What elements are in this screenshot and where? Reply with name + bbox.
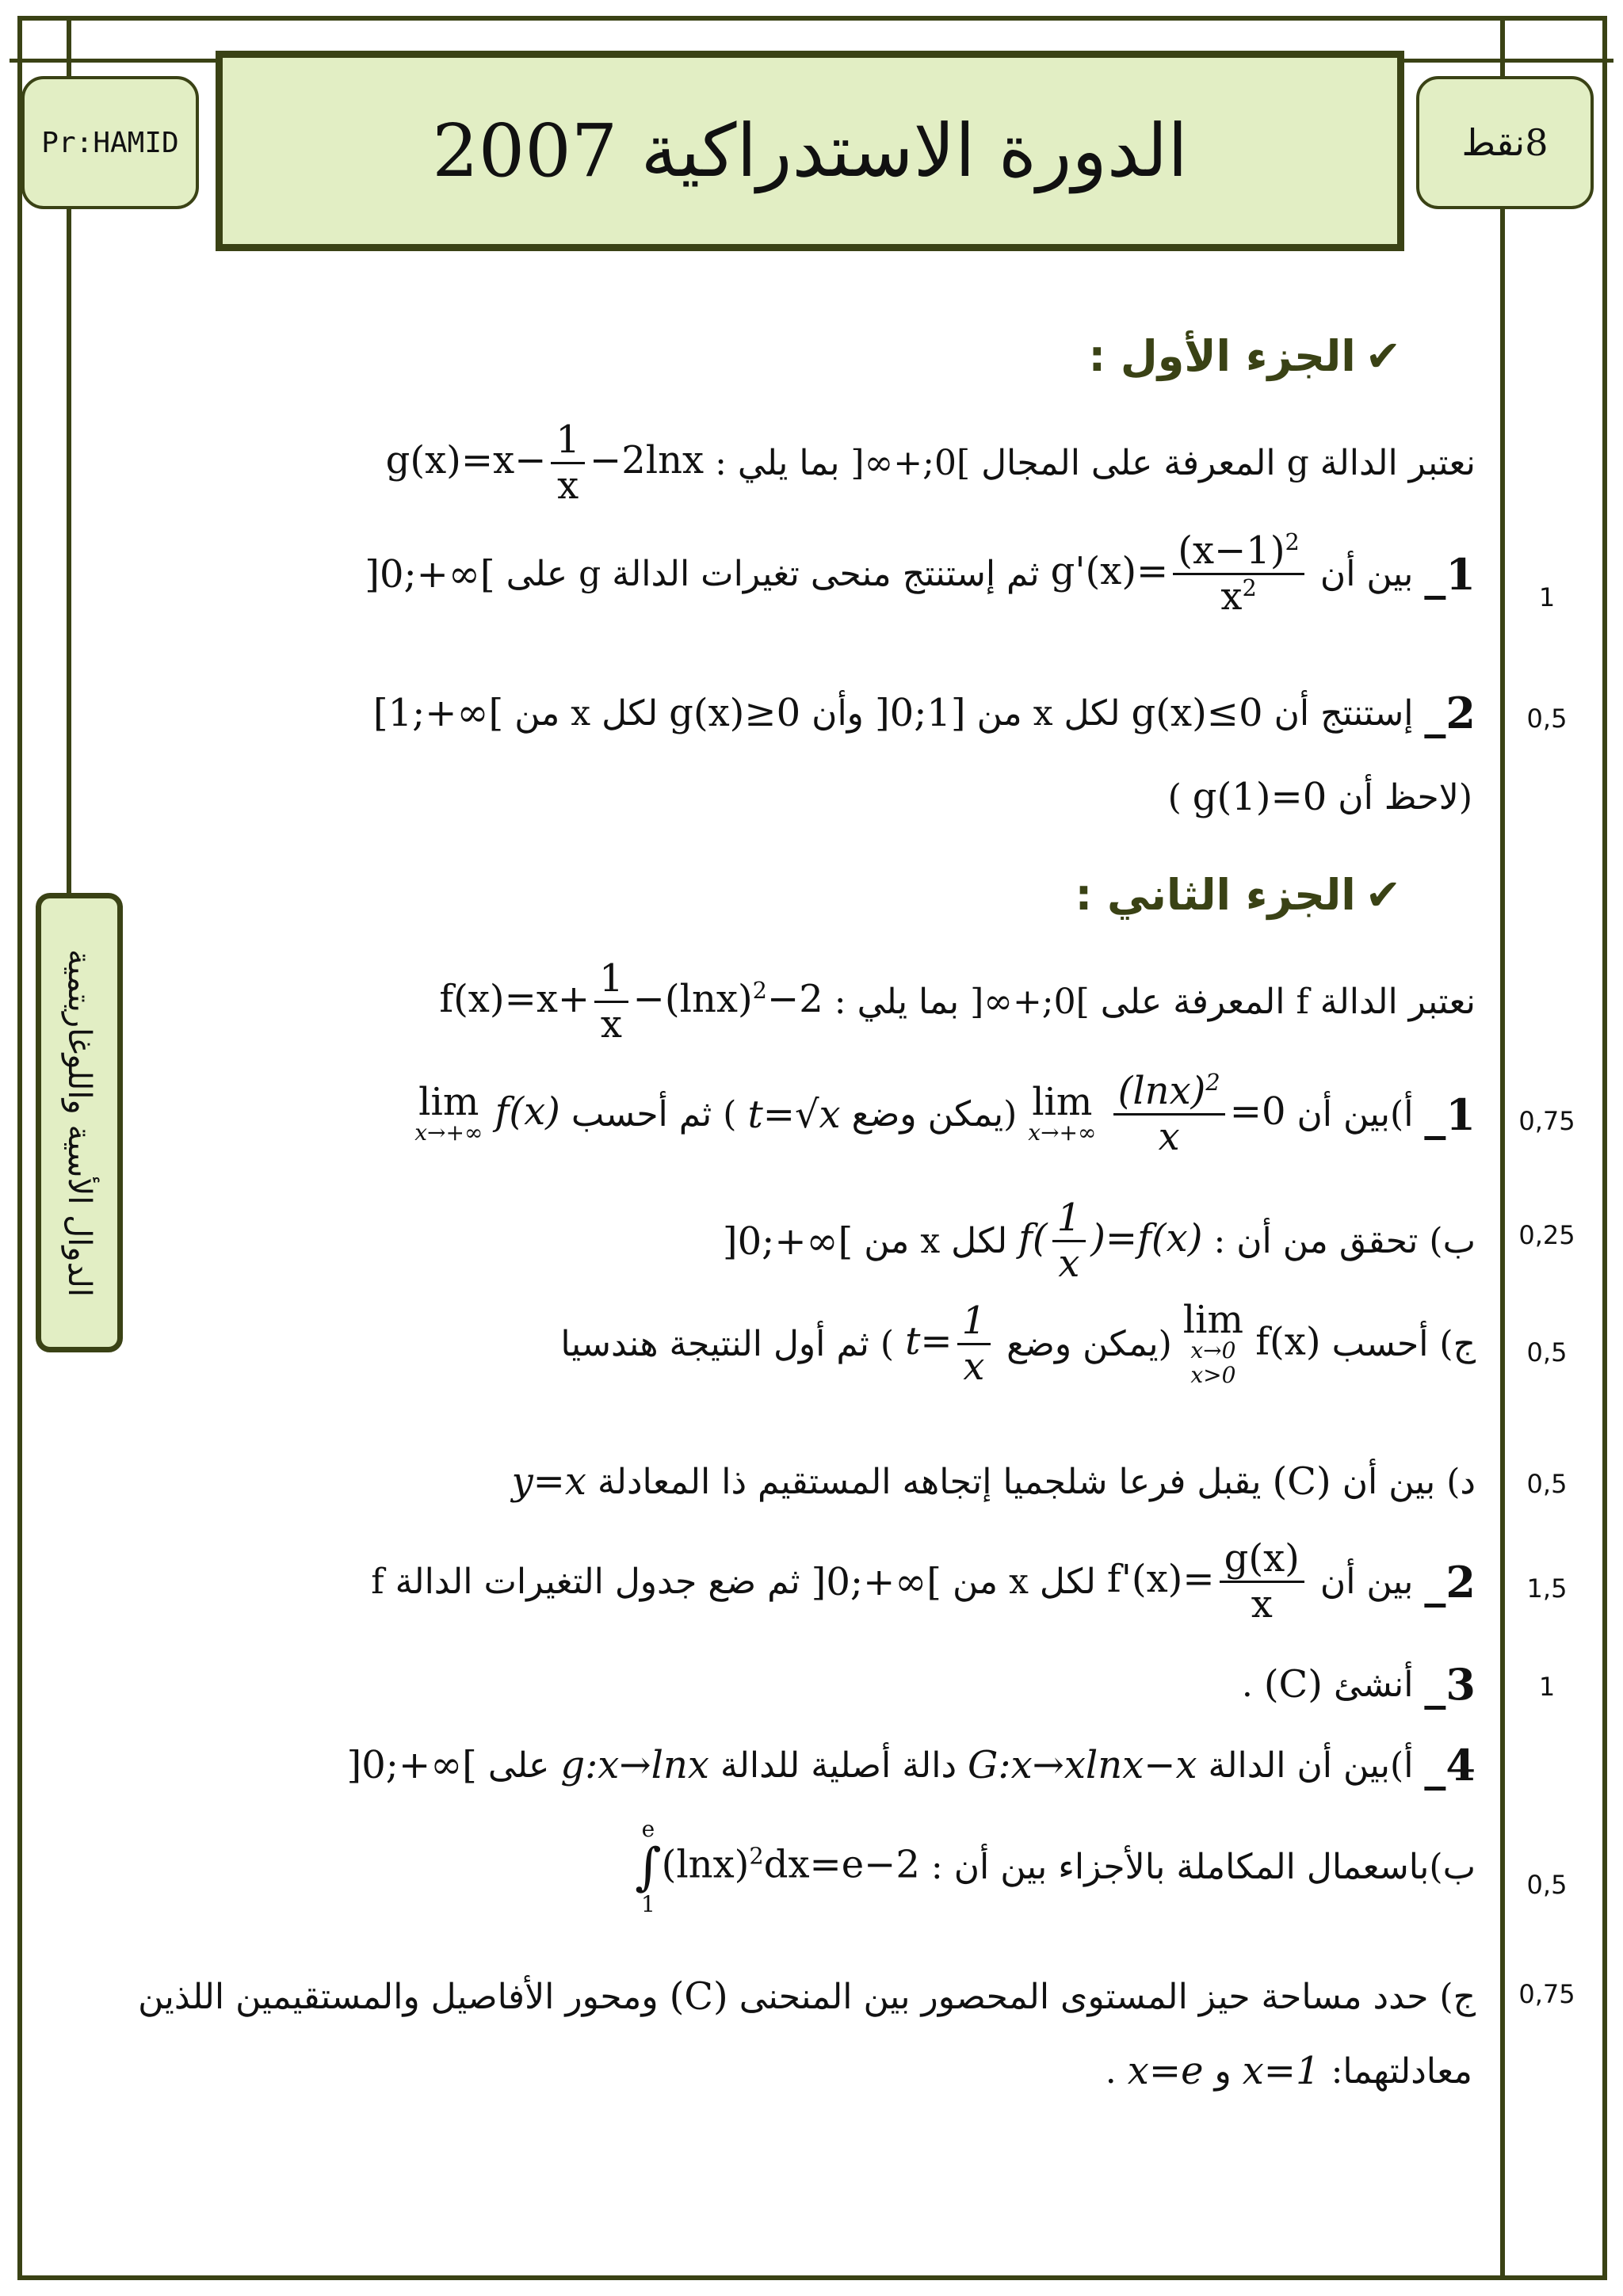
part1-q1: 1_ بين أن g'(x)= $\frac{(x-1)^2}{x^2}$ ثم إستنتج منحى تغيرات الدالة g على ]0;+∞[	[365, 528, 1476, 620]
mark-p2-q3: 1	[1538, 1672, 1556, 1702]
frame-right-line	[1602, 16, 1607, 2280]
part1-heading: ✔الجزء الأول :	[1088, 331, 1401, 381]
mark-p2-q2: 1,5	[1526, 1573, 1568, 1604]
mark-p2-q1b: 0,25	[1518, 1220, 1575, 1250]
part2-q4a: 4_ أ)بين أن الدالة G:x→xlnx−x دالة أصلية للدالة g:x→lnx على ]0;+∞[	[346, 1740, 1476, 1791]
part1-q2: 2_ إستنتج أن g(x)≤0 لكل x من ]0;1] وأن g(x)≥0 لكل x من [1;+∞[	[372, 688, 1476, 738]
author-box	[21, 76, 199, 209]
points-label: 8نقط	[1461, 121, 1549, 164]
part2-q1c: ج) أحسب lim x→0 x>0 f(x) (يمكن وضع t= $\frac{1}{x}$ ) ثم أول النتيجة هندسيا	[560, 1297, 1476, 1390]
author-label: Pr:HAMID	[41, 126, 179, 159]
mark-p1-q2: 0,5	[1526, 704, 1568, 734]
mark-p2-q4c: 0,75	[1518, 1979, 1575, 2009]
mark-p2-q4b: 0,5	[1526, 1870, 1568, 1900]
mark-p2-q1c: 0,5	[1526, 1337, 1568, 1367]
topic-label: الدوال الأسية واللوغاريتمية	[61, 948, 97, 1297]
part2-q4c-line2: معادلتهما: x=1 و x=e .	[1105, 2049, 1472, 2093]
g-definition: g(x)=x− $\frac{1}{x}$ −2lnx	[385, 418, 705, 509]
part2-q3: 3_ أنشئ (C) .	[1241, 1659, 1476, 1710]
topic-side-box	[36, 893, 123, 1352]
part2-intro: نعتبر الدالة f المعرفة على ]0;+∞[ بما يلي : f(x)=x+ $\frac{1}{x}$ $-(\ln x)^2-2$	[439, 956, 1476, 1047]
mark-p2-q1a: 0,75	[1518, 1106, 1575, 1136]
mark-p1-q1: 1	[1538, 582, 1556, 612]
part2-q1a: 1_ أ)بين أن lim x→+∞ $\frac{(\ln x)^2}{x}$ =0 (يمكن وضع t=√x ) ثم أحسب lim x→+∞ f(x)	[414, 1069, 1476, 1160]
frame-bottom-line	[17, 2275, 1607, 2280]
check-icon: ✔	[1365, 870, 1401, 920]
part2-q2: 2_ بين أن f'(x)= $\frac{g(x)}{x}$ لكل x من ]0;+∞[ ثم ضع جدول التغيرات الدالة f	[371, 1536, 1476, 1627]
points-box	[1416, 76, 1594, 209]
frame-left-line	[17, 16, 22, 2280]
page-title: الدورة الاستدراكية 2007	[432, 109, 1188, 193]
f-definition: f(x)=x+ $\frac{1}{x}$ $-(\ln x)^2-2$	[439, 956, 823, 1047]
check-icon: ✔	[1365, 331, 1401, 381]
part2-q1b: ب) تحقق من أن : f( $\frac{1}{x}$ )=f(x) لكل x من ]0;+∞[	[722, 1196, 1476, 1287]
part1-intro: نعتبر الدالة g المعرفة على المجال ]0;+∞[ بما يلي : g(x)=x− $\frac{1}{x}$ −2lnx	[385, 418, 1476, 509]
margin-right-line	[1500, 16, 1505, 2280]
frame-top-line	[17, 16, 1607, 21]
mark-p2-q1d: 0,5	[1526, 1469, 1568, 1499]
part2-heading: ✔الجزء الثاني :	[1075, 870, 1401, 920]
part1-q2-note: (لاحظ أن g(1)=0 )	[1167, 775, 1472, 819]
title-box	[216, 51, 1404, 251]
part2-q1d: د) بين أن (C) يقبل فرعا شلجميا إتجاهه المستقيم ذا المعادلة y=x	[511, 1459, 1476, 1504]
part2-q4b: ب)باسعمال المكاملة بالأجزاء بين أن : e ∫ 1 $(\ln x)^2dx=e-2$	[635, 1816, 1476, 1917]
part2-q4c: ج) حدد مساحة حيز المستوى المحصور بين المنحنى (C) ومحور الأفاصيل والمستقيمين اللذين	[138, 1974, 1476, 2019]
